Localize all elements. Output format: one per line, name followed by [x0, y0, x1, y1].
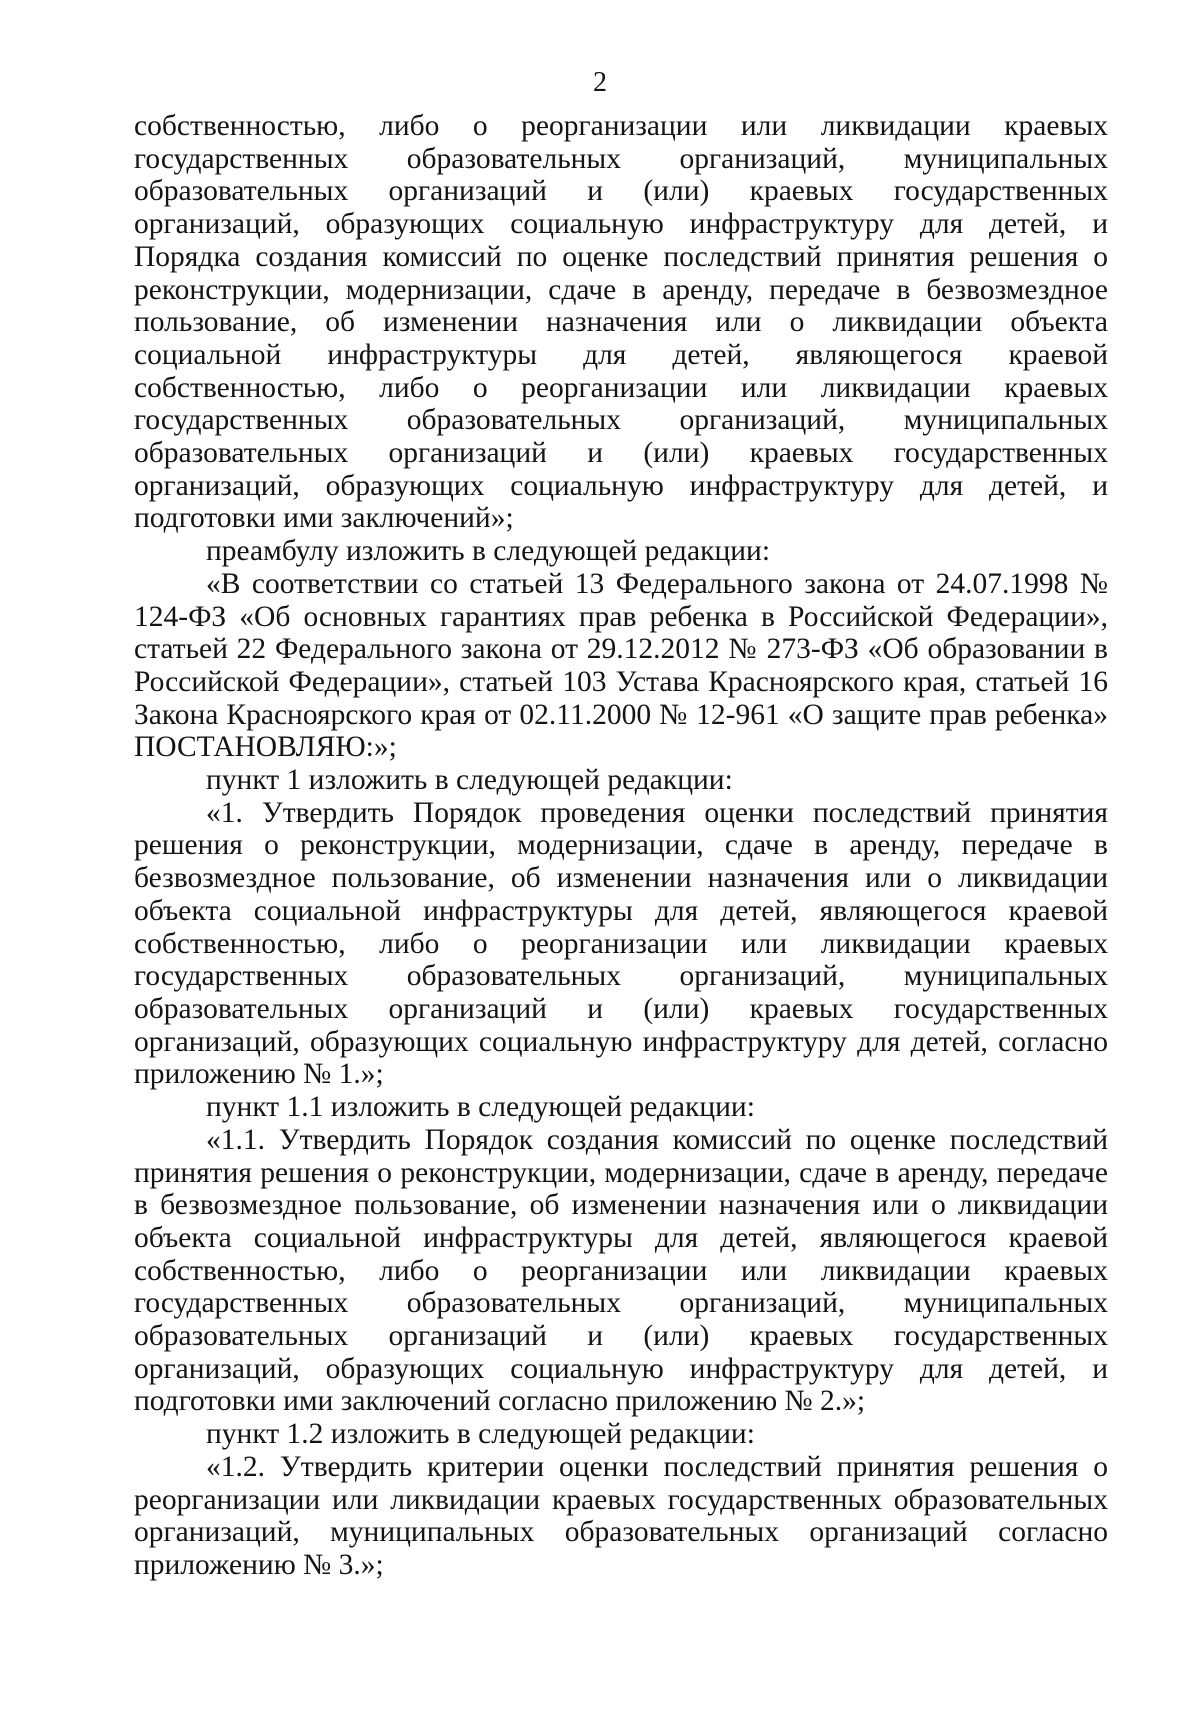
paragraph-item-1-1-text: «1.1. Утвердить Порядок создания комиссий по оценке последствий принятия решения о реконструкции, модернизации, сдаче в аренду, передаче в безвозмездное пользование, об изменении назначения или о ликвидации объекта социальной инфраструктуры для детей, являющегося краевой собственностью, либо о реорганизации или ликвидации краевых государственных образовательных организаций, муниципальных образовательных организаций и (или) краевых государственных организаций, образующих социальную инфраструктуру для детей, и подготовки ими заключений согласно приложению № 2.»; — [134, 1123, 1108, 1418]
paragraph-item-1-1-instruction: пункт 1.1 изложить в следующей редакции: — [206, 1091, 755, 1124]
paragraph-preamble-instruction: преамбулу изложить в следующей редакции: — [206, 535, 771, 568]
page-number: 2 — [593, 67, 607, 98]
paragraph-continuation: собственностью, либо о реорганизации или ликвидации краевых государственных образовательных организаций, муниципальных образовательных организаций и (или) краевых государственных организаций, образующих социальную инфраструктуру для детей, и Порядка создания комиссий по оценке последствий принятия решения о реконструкции, модернизации, сдаче в аренду, передаче в безвозмездное пользование, об изменении назначения или о ликвидации объекта социальной инфраструктуры для детей, являющегося краевой собственностью, либо о реорганизации или ликвидации краевых государственных образовательных организаций, муниципальных образовательных организаций и (или) краевых государственных организаций, образующих социальную инфраструктуру для детей, и подготовки ими заключений»; — [134, 110, 1108, 535]
paragraph-item-1-text: «1. Утвердить Порядок проведения оценки последствий принятия решения о реконструкции, модернизации, сдаче в аренду, передаче в безвозмездное пользование, об изменении назначения или о ликвидации объекта социальной инфраструктуры для детей, являющегося краевой собственностью, либо о реорганизации или ликвидации краевых государственных образовательных организаций, муниципальных образовательных организаций и (или) краевых государственных организаций, образующих социальную инфраструктуру для детей, согласно приложению № 1.»; — [134, 796, 1108, 1091]
paragraph-item-1-2-text: «1.2. Утвердить критерии оценки последствий принятия решения о реорганизации или ликвидации краевых государственных образовательных организаций, муниципальных образовательных организаций согласно приложению № 3.»; — [134, 1450, 1108, 1581]
paragraph-item-1-instruction: пункт 1 изложить в следующей редакции: — [206, 764, 733, 797]
paragraph-item-1-2-instruction: пункт 1.2 изложить в следующей редакции: — [206, 1418, 755, 1451]
document-body — [134, 110, 1108, 1582]
paragraph-preamble-text: «В соответствии со статьей 13 Федерального закона от 24.07.1998 № 124-ФЗ «Об основных гарантиях прав ребенка в Российской Федерации», статьей 22 Федерального закона от 29.12.2012 № 273-ФЗ «Об образовании в Российской Федерации», статьей 103 Устава Красноярского края, статьей 16 Закона Красноярского края от 02.11.2000 № 12-961 «О защите прав ребенка» ПОСТАНОВЛЯЮ:»; — [134, 567, 1108, 764]
